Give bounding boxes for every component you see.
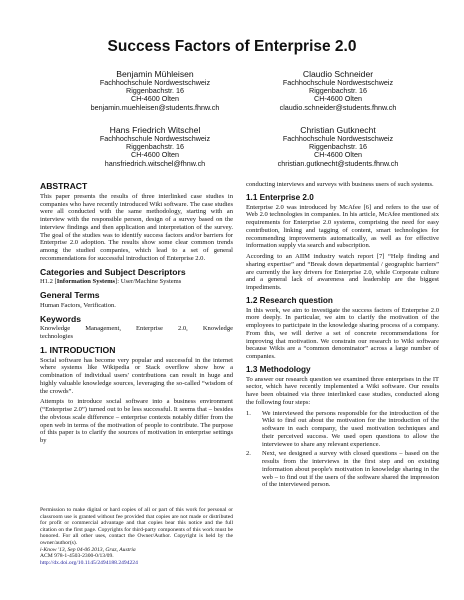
keywords-heading: Keywords [40,313,82,324]
categories-text [40,278,233,286]
author-block-1 [60,69,250,112]
author-name: Claudio Schneider [302,69,374,79]
step-number: 1. [246,409,251,417]
general-terms-text: Human Factors, Verification. [40,301,116,309]
left-column [40,183,233,448]
categories-heading: Categories and Subject Descriptors [40,266,186,277]
categories-rest: ]: User/Machine Systems [115,278,182,286]
author-email: hansfriedrich.witschel@fhnw.ch [104,158,206,168]
author-name: Hans Friedrich Witschel [109,125,201,135]
keywords-line [40,325,233,333]
categories-code: H1.2 [ [40,278,57,286]
right-paragraph-0: conducting interviews and surveys with business users of such systems. [246,181,434,188]
author-name: Benjamin Mühleisen [116,69,194,79]
intro-paragraph-2: Attempts to introduce social software into a business environment (“Enterprise 2.0”) turned out to be less successful. It seems that – besides the obvious scale difference – enterprise contexts notably differ from the open web in terms of the motivation of people to contribute. The purpose of this paper is to clarify the sources of motivation in enterprise settings by [40,398,233,444]
section-1-2-paragraph-1: In this work, we aim to investigate the success factors of Enterprise 2.0 more deeply. In particular, we aim to clarify the motivation of the employees to participate in the knowledge sharing process of a company. From this, we will derive a set of concrete recommendations for improving that motivation. We constrain our research to Wiki software because Wikis are a “common denominator” across a large number of companies. [246,306,439,360]
author-street: Riggenbachstr. 16 [126,86,184,96]
author-block-3 [60,125,250,168]
author-street: Riggenbachstr. 16 [309,142,367,152]
keyword: Enterprise [136,325,163,333]
keyword: Knowledge [202,325,233,333]
categories-bold: Information Systems [56,278,116,286]
abstract-heading: ABSTRACT [40,181,88,191]
author-affiliation: Fachhochschule Nordwestschweiz [282,134,394,143]
permission-acm: ACM 978-1-4503-2300-0/13/09. [40,553,114,560]
intro-paragraph-1: Social software has become very popular and successful in the internet where systems like Wikipedia or Stack overflow show how a combination of individual users' contributions can result in huge and highly valuable knowledge sources, leveraging the so-called “wisdom of the crowds”. [40,356,233,395]
general-terms-heading: General Terms [40,290,100,300]
step-number: 2. [246,450,251,458]
keyword: Knowledge [40,325,71,333]
author-name: Christian Gutknecht [300,125,376,135]
intro-heading: 1. INTRODUCTION [40,344,116,355]
section-1-1-paragraph-1: Enterprise 2.0 was introduced by McAfee [6] and refers to the use of Web 2.0 technologies in companies. In his article, McAfee mentioned six requirements for Enterprise 2.0 systems, comprising the need for easy contribution, linking and tagging of content, smart technologies for recommending improvements automatically, as well as for effective information supply via search and subscription. [246,203,439,250]
right-column [246,181,439,492]
permission-venue: i-Know '13, Sep 04-06 2013, Graz, Austria [40,546,136,553]
permission-notice [40,507,233,566]
section-1-3-heading: 1.3 Methodology [246,364,311,374]
methodology-steps [246,410,439,490]
author-affiliation: Fachhochschule Nordwestschweiz [99,78,211,87]
author-email: christian.gutknecht@students.fhnw.ch [277,158,399,168]
author-city: CH-4600 Olten [314,94,362,104]
keyword: 2.0, [177,325,188,333]
step-text: Next, we designed a survey with closed questions – based on the results from the interviews in the first step and on existing information about people's motivation in knowledge sharing in the web – to find out if the users of the software shared the impression of the interviewed person. [262,450,439,489]
author-block-2 [243,69,433,112]
author-block-4 [243,125,433,168]
step-text: We interviewed the persons responsible for the introduction of the Wiki to find out about the motivation for the introduction of the software in each company, the used motivation techniques and their perceived success. We used open questions to allow the interviewee to share any relevant experience. [262,409,439,448]
author-city: CH-4600 Olten [131,94,179,104]
author-city: CH-4600 Olten [131,150,179,160]
list-item [246,410,439,449]
author-street: Riggenbachstr. 16 [309,86,367,96]
permission-doi-link[interactable]: http://dx.doi.org/10.1145/2494188.2494224 [40,559,138,566]
abstract-text: This paper presents the results of three interlinked case studies in companies who have recently introduced Wiki software. The case studies were all conducted with the same methodology, starting with an interview with the responsible person, design of a survey based on the interview findings and then application and interpretation of the survey. The goal of the studies was to identify success factors and/or barriers for Enterprise 2.0 adoption. The results show some clear common trends among the studied companies, which lead to a set of general recommendations for successful introduction of Enterprise 2.0. [40,192,233,262]
section-1-2-heading: 1.2 Research question [246,295,333,305]
author-affiliation: Fachhochschule Nordwestschweiz [282,78,394,87]
section-1-1-paragraph-2: According to an AIIM industry watch report [7] “Help finding and sharing expertise” and “Break down departmental / geographic barriers” are currently the key drivers for Enterprise 2.0, while Corporate culture and a general lack of awareness and leadership are the biggest impediments. [246,253,439,291]
keyword: Management, [85,325,122,333]
paper-title: Success Factors of Enterprise 2.0 [107,38,357,55]
author-email: claudio.schneider@students.fhnw.ch [279,102,397,112]
author-affiliation: Fachhochschule Nordwestschweiz [99,134,211,143]
permission-text: Permission to make digital or hard copies of all or part of this work for personal or classroom use is granted without fee provided that copies are not made or distributed for profit or commercial advantage and that copies bear this notice and the full citation on the first page. Copyrights for third-party components of this work must be honored. For all other uses, contact the Owner/Author. Copyright is held by the owner/author(s). [40,507,233,546]
author-email: benjamin.muehleisen@students.fhnw.ch [90,102,220,112]
list-item [246,450,439,489]
author-city: CH-4600 Olten [314,150,362,160]
section-1-3-paragraph-1: To answer our research question we examined three enterprises in the IT sector, which have recently implemented a Wiki software. Our results have been obtained via three interlinked case studies, conducted along the following four steps: [246,375,439,406]
section-1-1-heading: 1.1 Enterprise 2.0 [246,192,314,202]
keywords-line-2: technologies [40,333,74,340]
author-street: Riggenbachstr. 16 [126,142,184,152]
